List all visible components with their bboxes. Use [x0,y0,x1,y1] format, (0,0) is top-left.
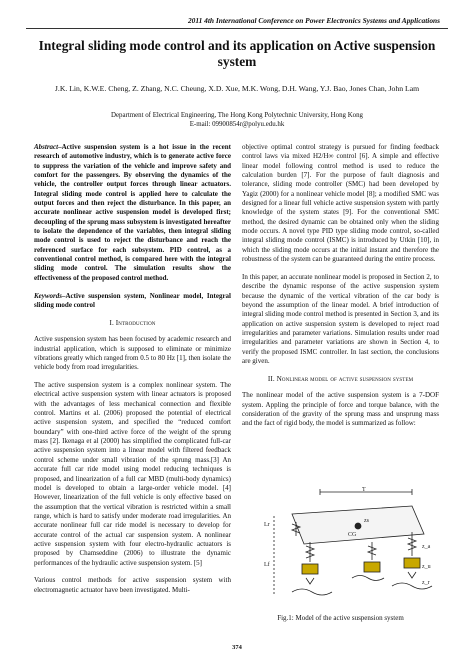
affiliation-department: Department of Electrical Engineering, The Hong Kong Polytechnic University, Hong Kong [110,112,364,119]
author-email: E-mail: 09900854r@polyu.edu.hk [189,121,285,128]
figure-caption: Fig.1: Model of the active suspension system [277,614,404,622]
right-paragraph-1: objective optimal control strategy is pursued for finding feedback control laws via mixed H2/H∞ control [6]. A simple and effective linear model following control method is used to reduce the calculation burden [7]. For the purpose of fault diagnosis and tolerance, sliding mode controller (SMC) had been developed by Yagiz (2000) for a nonlinear vehicle model [8]; a modified SMC was designed for a linear full vehicle active suspension system with partly knowledge of the system states [9]. For the conventional SMC method, the desired dynamic can be obtained only when the sliding mode occurs. A novel type PID type sliding mode control, so-called integral sliding mode control (ISMC) is introduced by Utkin [10], in which the sliding mode occurs at the initial instant and therefore the robustness of the system can be guaranteed during the entire process. [242,143,439,264]
suspension-strut-fl [302,542,318,584]
left-column [34,143,231,595]
right-column [242,143,439,429]
intro-paragraph-2: The active suspension system is a complex nonlinear system. The electrical active suspension system with linear actuators is proposed with the advantages of less mechanical connection and flexible control. Martins et al. (2006) proposed the potential of electrical active suspension system, and specified the “reduced comfort boundary” with one-third active force of the weight of the sprung mass [2]. Ikenaga et al (2000) has simplified the complicated full-car active suspension system into a linear model with filtered feedback control scheme under small vibration of the sprung mass.[3] An accurate full car ride model using model reducing techniques is proposed, and linearization of a full car MBD (multi-body dynamics) model is developed to obtain a large-order vehicle model. [4] However, linearization of the full vehicle is only effective based on the assumption that the vertical vibration is restricted within a small range, which is hard to satisfy under moderate road irregularities. An accurate nonlinear full car ride model is necessary to develop for accurate control of the actual car suspension system. A nonlinear active suspension system with four electro-hydraulic actuators is proposed by Chamseddine (2006) to illustrate the dynamic performances of the hydraulic active suspension system. [5] [34,381,231,567]
section-heading-introduction: I. Introduction [109,318,156,327]
suspension-strut-fr [404,532,420,578]
intro-paragraph-1: Active suspension system has been focused by academic research and industrial application, which is supposed to eliminate or minimize vibrations greatly which ranged from 0.5 to 80 Hz [1], then isolate the vehicle body from road irregularities. [34,335,231,372]
figure-label-zs: zs [364,518,369,524]
keywords [34,292,231,311]
figure-label-za: z_a [422,544,431,550]
abstract-body: –Active suspension system is a hot issue in the recent research of automotive industry, which is to generate active force to suppress the variation of the vehicle and improve safety and comfort for the passengers. By observing the dynamics of the vehicle, the controller output forces through linear actuators. Integral sliding mode control is applied here to calculate the output forces and then reject the disturbance. In this paper, an accurate nonlinear active suspension model is developed first; decoupling of the sprung mass subsystem is investigated hereafter to isolate the dependence of the variables, then integral sliding mode control is used to reject the disturbance and reach the referenced surface for each subsystem. PID control, as a conventional control method, is compared here with the integral sliding mode control. The simulation results show the effectiveness of the proposed control method. [34,143,231,282]
center-of-gravity-icon [355,523,361,529]
conference-header: 2011 4th International Conference on Power Electronics Systems and Applications [187,16,440,25]
figure-label-zr: z_r [422,580,430,586]
suspension-model-figure [262,486,434,608]
page-number: 374 [232,644,242,651]
keywords-body: –Active suspension system, Nonlinear model, Integral sliding mode control [34,291,231,309]
header-rule [26,28,448,29]
paper-title: Integral sliding mode control and its application on Active suspension system [38,38,436,69]
model-paragraph: The nonlinear model of the active suspension system is a 7-DOF system. Appling the principle of force and torque balance, with the consideration of the gravity of the sprung mass and unsprung mass and the fact of rigid body, the model is summarized as follow: [242,391,439,428]
abstract-label: Abstract [34,143,59,151]
road-profile-left [292,589,332,595]
section-heading-nonlinear-model: II. Nonlinear model of active suspension system [267,374,414,383]
figure-label-zu: z_u [422,564,431,570]
suspension-strut-rr [364,542,380,572]
affiliation [60,111,414,129]
figure-label-lf: Lf [264,562,270,568]
figure-label-lr: Lr [264,522,270,528]
intro-paragraph-3: Various control methods for active suspension system with electromagnetic actuator have been investigated. Multi- [34,576,231,594]
abstract [34,143,231,283]
figure-label-t: T [362,487,366,493]
figure-label-cg: CG [348,532,357,538]
right-paragraph-2: In this paper, an accurate nonlinear model is proposed in Section 2, to describe the dynamic response of the active suspension system because the dynamic of the vertical vibration of the car body is beyond the assumption of the linear model. A brief introduction of integral sliding mode control method is presented in Section 3, and its application on active suspension system is developed to reject road irregularities and parameter variations. Simulation results under road irregularities and parameter variations are shown in Section 4, to verify the proposed ISMC controller. In last section, the conclusions are given. [242,272,439,366]
keywords-label: Keywords [34,291,62,300]
author-list: J.K. Lin, K.W.E. Cheng, Z. Zhang, N.C. Cheung, X.D. Xue, M.K. Wong, D.H. Wang, Y.J. Bao, Jones Chan, John Lam [54,84,420,93]
